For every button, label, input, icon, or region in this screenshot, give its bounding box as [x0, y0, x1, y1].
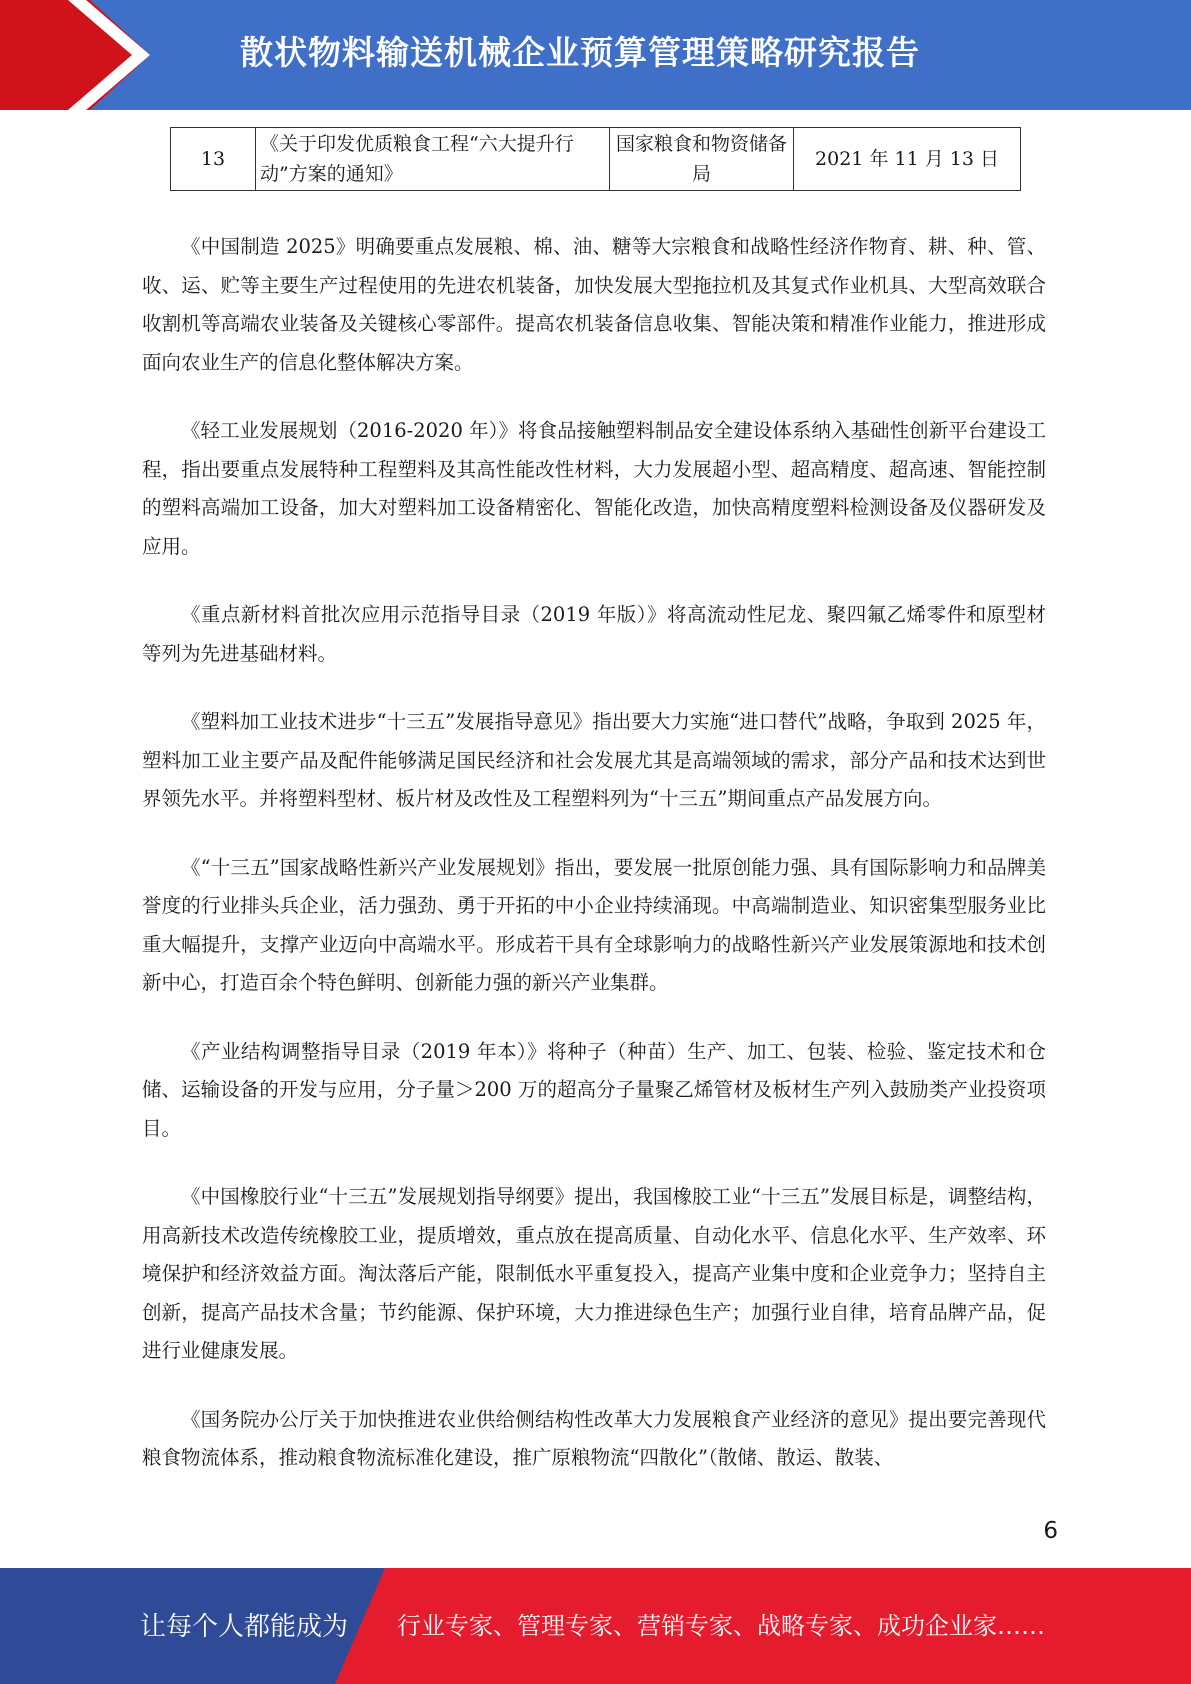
paragraph: 《重点新材料首批次应用示范指导目录（2019 年版）》将高流动性尼龙、聚四氟乙烯零件和原型材等列为先进基础材料。 — [142, 603, 1046, 665]
row-number: 13 — [171, 128, 256, 191]
footer-banner — [0, 1568, 1191, 1684]
policy-table — [170, 127, 1021, 191]
body-text — [142, 228, 1046, 1508]
paragraph: 《产业结构调整指导目录（2019 年本）》将种子（种苗）生产、加工、包装、检验、鉴定技术和仓储、运输设备的开发与应用，分子量＞200 万的超高分子量聚乙烯管材及板材生产列入鼓励类产业投资项目。 — [142, 1039, 1046, 1140]
paragraph: 《中国制造 2025》明确要重点发展粮、棉、油、糖等大宗粮食和战略性经济作物育、耕、种、管、收、运、贮等主要生产过程使用的先进农机装备，加快发展大型拖拉机及其复式作业机具、大型高效联合收割机等高端农业装备及关键核心零部件。提高农机装备信息收集、智能决策和精准作业能力，推进形成面向农业生产的信息化整体解决方案。 — [142, 235, 1046, 374]
paragraph: 《轻工业发展规划（2016-2020 年）》将食品接触塑料制品安全建设体系纳入基础性创新平台建设工程，指出要重点发展特种工程塑料及其高性能改性材料，大力发展超小型、超高精度、超高速、智能控制的塑料高端加工设备，加大对塑料加工设备精密化、智能化改造，加快高精度塑料检测设备及仪器研发及应用。 — [142, 419, 1046, 558]
issuing-authority: 国家粮食和物资储备局 — [610, 128, 794, 191]
policy-title: 《关于印发优质粮食工程“六大提升行动”方案的通知》 — [256, 128, 610, 191]
paragraph: 《国务院办公厅关于加快推进农业供给侧结构性改革大力发展粮食产业经济的意见》提出要完善现代粮食物流体系，推动粮食物流标准化建设，推广原粮物流“四散化”（散储、散运、散装、 — [142, 1407, 1046, 1469]
report-title: 散状物料输送机械企业预算管理策略研究报告 — [240, 33, 920, 72]
header-red-arrow — [0, 0, 150, 110]
table-row — [171, 128, 1021, 191]
issue-date: 2021 年 11 月 13 日 — [794, 128, 1021, 191]
header-banner — [0, 0, 1191, 110]
paragraph: 《“十三五”国家战略性新兴产业发展规划》指出，要发展一批原创能力强、具有国际影响力和品牌美誉度的行业排头兵企业，活力强劲、勇于开拓的中小企业持续涌现。中高端制造业、知识密集型服务业比重大幅提升，支撑产业迈向中高端水平。形成若干具有全球影响力的战略性新兴产业发展策源地和技术创新中心，打造百余个特色鲜明、创新能力强的新兴产业集群。 — [142, 855, 1046, 994]
paragraph: 《塑料加工业技术进步“十三五”发展指导意见》指出要大力实施“进口替代”战略，争取到 2025 年，塑料加工业主要产品及配件能够满足国民经济和社会发展尤其是高端领域的需求，部分产品和技术达到世界领先水平。并将塑料型材、板片材及改性及工程塑料列为“十三五”期间重点产品发展方向。 — [142, 710, 1046, 810]
footer-slogan-left: 让每个人都能成为 — [140, 1612, 349, 1642]
paragraph: 《中国橡胶行业“十三五”发展规划指导纲要》提出，我国橡胶工业“十三五”发展目标是，调整结构，用高新技术改造传统橡胶工业，提质增效，重点放在提高质量、自动化水平、信息化水平、生产效率、环境保护和经济效益方面。淘汰落后产能，限制低水平重复投入，提高产业集中度和企业竞争力；坚持自主创新，提高产品技术含量；节约能源、保护环境，大力推进绿色生产；加强行业自律，培育品牌产品，促进行业健康发展。 — [142, 1185, 1046, 1362]
page-number: 6 — [1043, 1518, 1058, 1544]
footer-slogan-right: 行业专家、管理专家、营销专家、战略专家、成功企业家…… — [397, 1612, 1045, 1640]
